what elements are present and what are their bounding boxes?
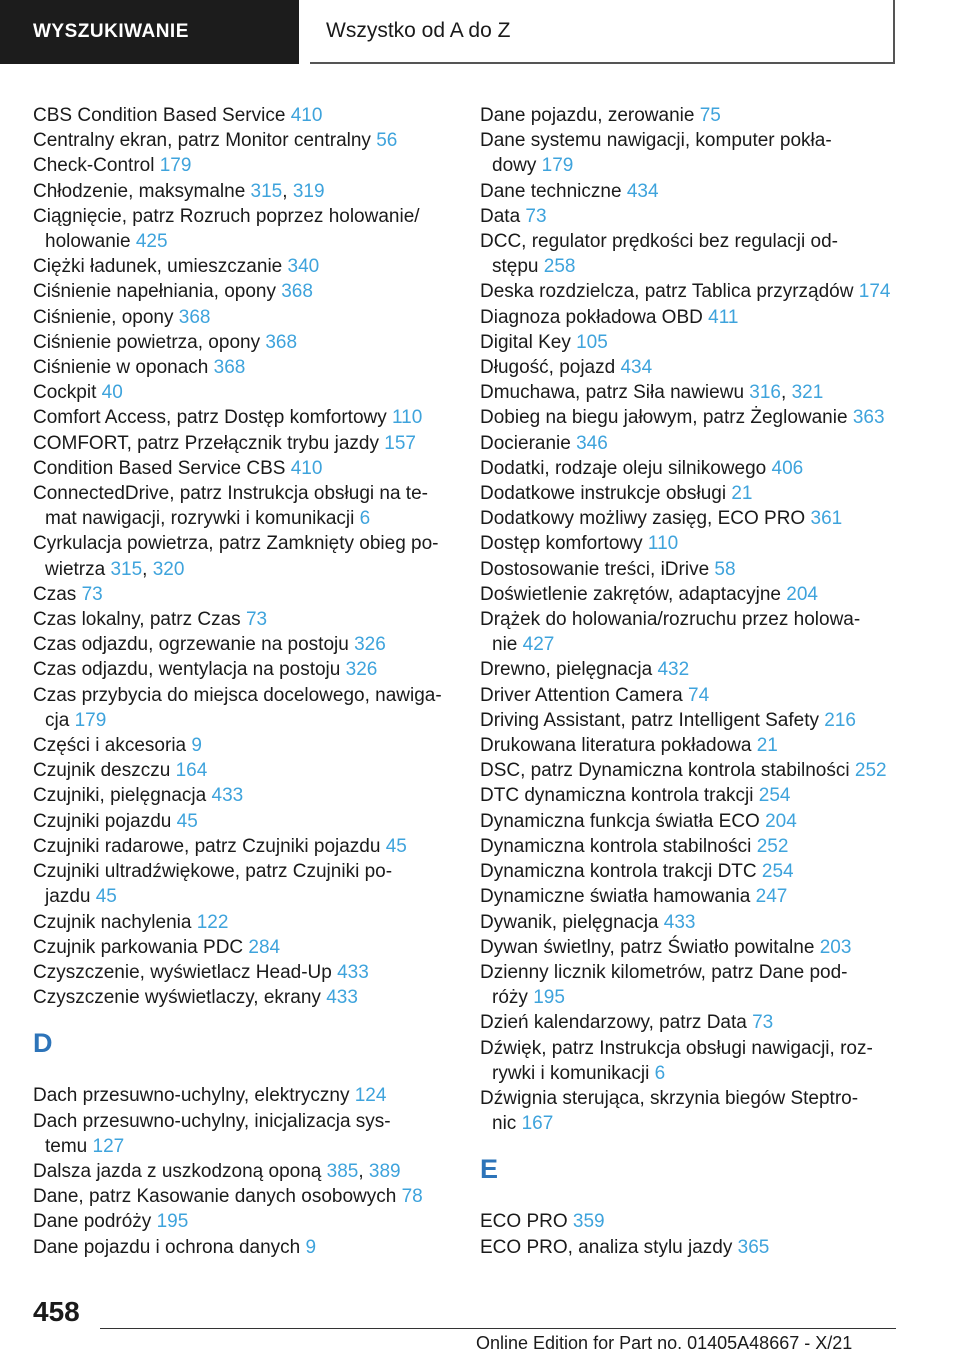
- index-entry: [480, 405, 900, 430]
- page-reference-link[interactable]: 73: [752, 1012, 774, 1034]
- index-entry-term: Długość, pojazd: [480, 357, 621, 379]
- page-reference-link[interactable]: 216: [824, 709, 856, 731]
- index-entry-term: Ciągnięcie, patrz Rozruch poprzez holowanie/ holowanie: [33, 205, 420, 253]
- index-entry: [33, 128, 463, 153]
- index-entry-term: ECO PRO, analiza stylu jazdy: [480, 1236, 738, 1258]
- page-reference-link[interactable]: 73: [245, 609, 268, 631]
- index-entry: [480, 531, 900, 556]
- page-reference-link[interactable]: 284: [248, 936, 281, 958]
- page-reference-link[interactable]: 320: [152, 558, 185, 580]
- index-entry-term: Dzienny licznik kilometrów, patrz Dane pod- róży: [480, 961, 848, 1009]
- index-entry-term: Czas odjazdu, ogrzewanie na postoju: [33, 634, 355, 656]
- index-entry-term: Dywan świetlny, patrz Światło powitalne: [480, 936, 820, 958]
- page-reference-link[interactable]: 45: [176, 810, 198, 832]
- index-entry-term: Czyszczenie wyświetlaczy, ekrany: [33, 987, 327, 1009]
- index-entry-term: Dzień kalendarzowy, patrz Data: [480, 1012, 753, 1034]
- index-entry-term: Dostosowanie treści, iDrive: [480, 558, 715, 580]
- index-entry: [480, 229, 900, 279]
- index-entry-term: Cockpit: [33, 382, 102, 404]
- index-entry-term: Dalsza jazda z uszkodzoną oponą: [33, 1160, 327, 1182]
- index-entry: [33, 405, 463, 430]
- index-entry-term: Drążek do holowania/rozruchu przez holowa- nie: [480, 609, 861, 656]
- index-entry-term: COMFORT, patrz Przełącznik trybu jazdy: [33, 432, 385, 454]
- index-entry-term: Czujnik deszczu: [33, 760, 176, 782]
- index-entry: [480, 279, 900, 304]
- page-reference-link[interactable]: 368: [281, 281, 313, 303]
- page-reference-link[interactable]: 427: [522, 634, 555, 656]
- index-entry: [480, 1209, 900, 1234]
- index-entry: [480, 128, 900, 178]
- index-entry-term: Check-Control: [33, 155, 160, 177]
- index-entry-term: Dynamiczne światła hamowania: [480, 886, 756, 908]
- index-entry: [33, 683, 463, 733]
- page-reference-link[interactable]: 127: [92, 1135, 125, 1157]
- index-entry-term: Dźwięk, patrz Instrukcja obsługi nawigacji, roz- rywki i komunikacji: [480, 1037, 873, 1084]
- index-entry-term: Dane systemu nawigacji, komputer pokła- dowy: [480, 130, 832, 177]
- page-reference-link[interactable]: 321: [791, 382, 824, 404]
- index-entry: [480, 708, 900, 733]
- index-entry-term: Ciśnienie w oponach: [33, 357, 214, 379]
- index-entry-term: Dodatkowy możliwy zasięg, ECO PRO: [480, 508, 811, 530]
- index-entry: [33, 859, 463, 909]
- index-entry-term: Ciśnienie, opony: [33, 306, 179, 328]
- index-column-left: [33, 103, 463, 1260]
- index-entry-term: Chłodzenie, maksymalne: [33, 180, 251, 202]
- page-number: 458: [33, 1296, 80, 1327]
- index-entry-term: Dostęp komfortowy: [480, 533, 648, 555]
- index-entry: [33, 1109, 463, 1159]
- index-entry: [480, 884, 900, 909]
- footer-divider: [100, 1328, 896, 1329]
- index-entry: [480, 103, 900, 128]
- page-reference-link[interactable]: 73: [81, 583, 103, 605]
- index-entry: [33, 935, 463, 960]
- index-entry: [33, 481, 463, 531]
- index-entry: [33, 305, 463, 330]
- index-entry-term: Ciśnienie napełniania, opony: [33, 281, 282, 303]
- section-tab[interactable]: [0, 0, 299, 64]
- page-reference-link[interactable]: 346: [576, 432, 608, 454]
- index-entry: [33, 431, 463, 456]
- index-entry-term: Dane pojazdu i ochrona danych: [33, 1236, 306, 1258]
- page-reference-link[interactable]: 167: [521, 1113, 554, 1135]
- index-entry: [480, 783, 900, 808]
- index-entry-term: Deska rozdzielcza, patrz Tablica przyrządów: [480, 281, 859, 303]
- index-entry: [480, 733, 900, 758]
- page-reference-link[interactable]: 179: [541, 155, 574, 177]
- page-reference-link[interactable]: 368: [265, 331, 298, 353]
- index-entry: [33, 834, 463, 859]
- index-entry: [33, 733, 463, 758]
- index-entry: [480, 506, 900, 531]
- index-entry: [33, 153, 463, 178]
- index-entry: [33, 330, 463, 355]
- index-entry: [33, 985, 463, 1010]
- page-reference-link[interactable]: 110: [647, 533, 679, 555]
- page-reference-link[interactable]: 6: [654, 1062, 666, 1084]
- page-reference-link[interactable]: 164: [175, 760, 208, 782]
- page-reference-link[interactable]: 389: [368, 1160, 401, 1182]
- page-reference-link[interactable]: 21: [756, 735, 778, 757]
- index-entry-term: Czujniki, pielęgnacja: [33, 785, 212, 807]
- page-reference-link[interactable]: 105: [576, 331, 608, 353]
- index-entry: [33, 582, 463, 607]
- index-letter-heading: E: [480, 1154, 499, 1185]
- title-tab: [310, 0, 895, 64]
- page-reference-link[interactable]: 385: [326, 1160, 359, 1182]
- page-reference-link[interactable]: 340: [287, 256, 320, 278]
- page-reference-link[interactable]: 425: [135, 231, 168, 253]
- page-reference-link[interactable]: 204: [786, 583, 818, 605]
- page-reference-link[interactable]: 368: [178, 306, 211, 328]
- index-entry-term: Dane pojazdu, zerowanie: [480, 105, 700, 126]
- index-entry: [480, 809, 900, 834]
- index-entry: [33, 254, 463, 279]
- page-reference-link[interactable]: 110: [392, 407, 423, 429]
- index-entry-term: Data: [480, 205, 526, 227]
- index-entry: [480, 910, 900, 935]
- page-reference-link[interactable]: 174: [858, 281, 891, 303]
- index-entry: [33, 809, 463, 834]
- index-entry: [33, 1235, 463, 1260]
- index-entry-term: Dynamiczna kontrola stabilności: [480, 835, 757, 857]
- index-entry-term: ConnectedDrive, patrz Instrukcja obsługi na te- mat nawigacji, rozrywki i komunikacji: [33, 483, 428, 530]
- page-reference-link[interactable]: 319: [292, 180, 325, 202]
- page-reference-link[interactable]: 359: [572, 1211, 605, 1233]
- index-entry: [33, 380, 463, 405]
- index-entry-term: Dynamiczna funkcja światła ECO: [480, 810, 766, 832]
- page-reference-link[interactable]: 433: [337, 961, 369, 983]
- index-entry: [33, 456, 463, 481]
- index-entry-term: Comfort Access, patrz Dostęp komfortowy: [33, 407, 393, 429]
- index-entry: [33, 1184, 463, 1209]
- page-reference-link[interactable]: 75: [699, 105, 721, 126]
- index-entry-term: Dach przesuwno-uchylny, elektryczny: [33, 1085, 355, 1107]
- page-reference-link[interactable]: 45: [385, 835, 407, 857]
- page-reference-link[interactable]: 157: [384, 432, 416, 454]
- index-entry-term: Czujnik parkowania PDC: [33, 936, 249, 958]
- index-entry-term: Czas odjazdu, wentylacja na postoju: [33, 659, 346, 681]
- index-entry-term: Dodatkowe instrukcje obsługi: [480, 483, 732, 505]
- index-entry-term: Digital Key: [480, 331, 577, 353]
- index-entry: [480, 1036, 900, 1086]
- page-reference-link[interactable]: 258: [543, 256, 576, 278]
- index-entry: [33, 1209, 463, 1234]
- index-entry-term: Doświetlenie zakrętów, adaptacyjne: [480, 583, 787, 605]
- index-entry: [33, 103, 463, 128]
- index-entry: [480, 456, 900, 481]
- page-reference-link[interactable]: 252: [756, 835, 789, 857]
- index-entry: [480, 683, 900, 708]
- page-reference-link[interactable]: 74: [688, 684, 710, 706]
- index-entry-term: Driver Attention Camera: [480, 684, 689, 706]
- index-entry-term: Czujniki ultradźwiękowe, patrz Czujniki po- jazdu: [33, 861, 393, 908]
- index-entry: Cyrkulacja powietrza, patrz Zamknięty obieg po- wietrza 315, 320: [33, 533, 439, 580]
- page-reference-link[interactable]: 21: [731, 483, 753, 505]
- index-entry-term: Cyrkulacja powietrza, patrz Zamknięty obieg po- wietrza: [33, 533, 439, 580]
- index-entry: Chłodzenie, maksymalne 315, 319: [33, 180, 325, 202]
- page-reference-link[interactable]: 195: [156, 1211, 189, 1233]
- index-entry-term: ECO PRO: [480, 1211, 573, 1233]
- index-entry: [33, 204, 463, 254]
- page-reference-link[interactable]: 6: [359, 508, 371, 530]
- index-entry: [480, 582, 900, 607]
- page-reference-link[interactable]: 78: [401, 1186, 423, 1208]
- index-entry-term: Dane techniczne: [480, 180, 627, 202]
- index-entry: [480, 179, 900, 204]
- index-column-right: [480, 103, 900, 1260]
- page-reference-link[interactable]: 179: [159, 155, 192, 177]
- page-reference-link[interactable]: 361: [810, 508, 843, 530]
- index-entry: [480, 834, 900, 859]
- page-reference-link[interactable]: 368: [213, 357, 246, 379]
- index-entry-term: Czujniki pojazdu: [33, 810, 177, 832]
- index-entry-term: Czujniki radarowe, patrz Czujniki pojazdu: [33, 835, 386, 857]
- index-entry-term: Dane podróży: [33, 1211, 157, 1233]
- page-reference-link[interactable]: 9: [191, 735, 202, 757]
- index-entry: [33, 910, 463, 935]
- index-entry-term: Czas: [33, 583, 82, 605]
- page-reference-link[interactable]: 247: [755, 886, 788, 908]
- index-entry-term: Dobieg na biegu jałowym, patrz Żeglowanie: [480, 407, 853, 429]
- index-entry: [33, 783, 463, 808]
- page-reference-link[interactable]: 432: [657, 659, 690, 681]
- index-entry-term: Dach przesuwno-uchylny, inicjalizacja sys- temu: [33, 1110, 391, 1157]
- index-entry-term: Diagnoza pokładowa OBD: [480, 306, 709, 328]
- index-entry: [480, 1010, 900, 1035]
- page-reference-link[interactable]: 316: [749, 382, 781, 404]
- index-entry-term: Czas przybycia do miejsca docelowego, nawiga- cja: [33, 684, 442, 731]
- index-entry: [480, 481, 900, 506]
- section-tab-label: WYSZUKIWANIE: [33, 21, 189, 42]
- page-reference-link[interactable]: 315: [110, 558, 143, 580]
- index-entry: [480, 657, 900, 682]
- page-reference-link[interactable]: 433: [326, 987, 358, 1009]
- index-entry: [480, 1086, 900, 1136]
- page-reference-link[interactable]: 315: [250, 180, 283, 202]
- index-entry-term: Docieranie: [480, 432, 577, 454]
- index-entry-term: Dmuchawa, patrz Siła nawiewu: [480, 382, 750, 404]
- page-reference-link[interactable]: 203: [819, 936, 852, 958]
- index-entry-term: Dywanik, pielęgnacja: [480, 911, 664, 933]
- edition-footer: Online Edition for Part no. 01405A48667 - X/21: [476, 1333, 853, 1353]
- page-reference-link[interactable]: 40: [101, 382, 123, 404]
- index-letter-heading: D: [33, 1028, 53, 1059]
- index-entry-term: Czas lokalny, patrz Czas: [33, 609, 246, 631]
- page-reference-link[interactable]: 56: [376, 130, 398, 152]
- index-entry-term: Drewno, pielęgnacja: [480, 659, 658, 681]
- index-entry: [480, 935, 900, 960]
- page-reference-link[interactable]: 195: [533, 987, 565, 1009]
- index-entry-term: CBS Condition Based Service: [33, 105, 291, 126]
- page-reference-link[interactable]: 73: [525, 205, 547, 227]
- index-entry: [480, 960, 900, 1010]
- page-reference-link[interactable]: 410: [290, 457, 323, 479]
- index-entry-term: DTC dynamiczna kontrola trakcji: [480, 785, 759, 807]
- page-reference-link[interactable]: 326: [345, 659, 378, 681]
- index-entry: [33, 632, 463, 657]
- page-reference-link[interactable]: 45: [95, 886, 117, 908]
- index-entry: Dalsza jazda z uszkodzoną oponą 385, 389: [33, 1160, 401, 1182]
- index-entry-term: Centralny ekran, patrz Monitor centralny: [33, 130, 377, 152]
- index-entry: Dmuchawa, patrz Siła nawiewu 316, 321: [480, 382, 824, 404]
- page-reference-link[interactable]: 9: [305, 1236, 317, 1258]
- index-entry-term: Drukowana literatura pokładowa: [480, 735, 757, 757]
- page-reference-link[interactable]: 363: [852, 407, 885, 429]
- index-entry: [480, 1235, 900, 1260]
- index-entry-term: Czyszczenie, wyświetlacz Head-Up: [33, 961, 338, 983]
- page-reference-link[interactable]: 254: [758, 785, 791, 807]
- index-entry: [33, 607, 463, 632]
- page-reference-link[interactable]: 179: [74, 709, 107, 731]
- page-reference-link[interactable]: 122: [196, 911, 229, 933]
- index-entry: [480, 607, 900, 657]
- page-reference-link[interactable]: 406: [771, 457, 804, 479]
- index-entry-term: Dodatki, rodzaje oleju silnikowego: [480, 457, 772, 479]
- page-reference-link[interactable]: 433: [211, 785, 244, 807]
- page-reference-link[interactable]: 434: [620, 357, 653, 379]
- index-entry: [33, 1083, 463, 1108]
- index-entry: [480, 431, 900, 456]
- page-reference-link[interactable]: 58: [714, 558, 736, 580]
- page-reference-link[interactable]: 252: [854, 760, 887, 782]
- page-reference-link[interactable]: 434: [626, 180, 659, 202]
- page-reference-link[interactable]: 410: [290, 105, 323, 126]
- page-reference-link[interactable]: 326: [354, 634, 386, 656]
- index-entry: [480, 330, 900, 355]
- index-entry: [480, 758, 900, 783]
- index-entry: [480, 355, 900, 380]
- page-reference-link[interactable]: 204: [765, 810, 797, 832]
- index-entry: [33, 279, 463, 304]
- index-entry: [33, 355, 463, 380]
- index-entry: [480, 859, 900, 884]
- index-entry-term: Condition Based Service CBS: [33, 457, 291, 479]
- index-entry-term: Driving Assistant, patrz Intelligent Safety: [480, 709, 825, 731]
- index-entry-term: Dźwignia sterująca, skrzynia biegów Steptro- nic: [480, 1087, 859, 1135]
- index-entry: [480, 305, 900, 330]
- index-entry-term: Ciężki ładunek, umieszczanie: [33, 256, 288, 278]
- index-entry: [480, 557, 900, 582]
- index-entry: [33, 960, 463, 985]
- page-reference-link[interactable]: 365: [737, 1236, 770, 1258]
- title-tab-label: Wszystko od A do Z: [326, 19, 511, 42]
- index-entry-term: Części i akcesoria: [33, 735, 192, 757]
- index-entry-term: DSC, patrz Dynamiczna kontrola stabilności: [480, 760, 855, 782]
- page-reference-link[interactable]: 124: [354, 1085, 387, 1107]
- index-entry: [33, 758, 463, 783]
- index-entry-term: Ciśnienie powietrza, opony: [33, 331, 266, 353]
- page-reference-link[interactable]: 254: [761, 861, 794, 883]
- index-entry: [480, 204, 900, 229]
- index-entry: [33, 657, 463, 682]
- page-reference-link[interactable]: 411: [708, 306, 739, 328]
- index-entry-term: Dane, patrz Kasowanie danych osobowych: [33, 1186, 402, 1208]
- page-reference-link[interactable]: 433: [663, 911, 696, 933]
- index-entry-term: Dynamiczna kontrola trakcji DTC: [480, 861, 762, 883]
- index-entry-term: Czujnik nachylenia: [33, 911, 197, 933]
- index-entry-term: DCC, regulator prędkości bez regulacji od- stępu: [480, 231, 838, 278]
